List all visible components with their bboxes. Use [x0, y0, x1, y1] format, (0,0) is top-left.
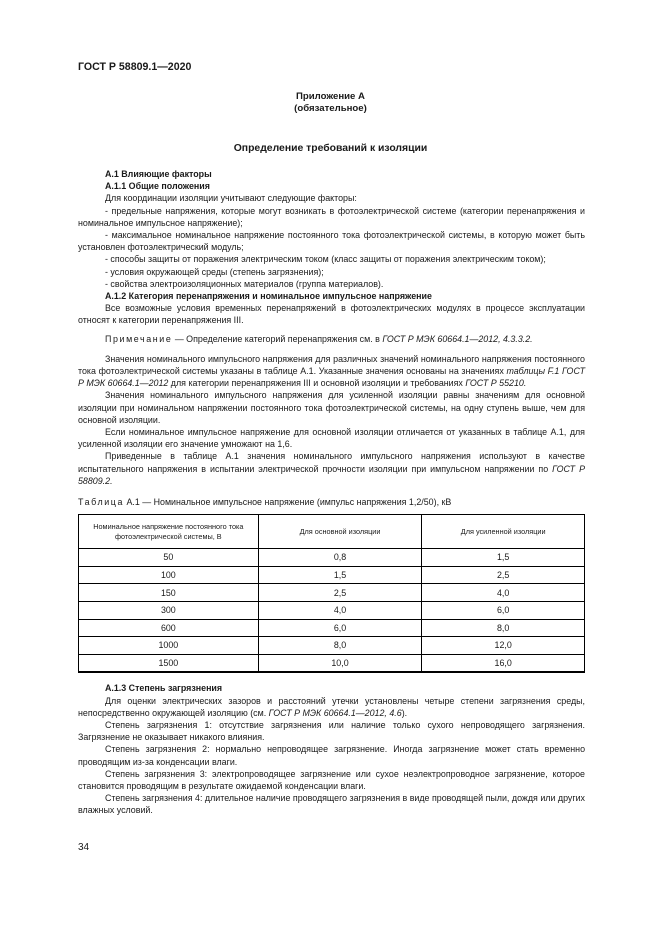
note [78, 333, 585, 345]
table-row [79, 584, 585, 602]
paragraph-text: Приведенные в таблице А.1 значения номинального импульсного напряжения используют в качестве испытательного напряжения в испытании электрической прочности изоляции при импульсном напряжении по [78, 451, 585, 474]
table-cell: 16,0 [422, 654, 585, 672]
paragraph: Все возможные условия временных перенапряжений в фотоэлектрических модулях в процессе эксплуатации относят к категории перенапряжения III. [78, 303, 585, 326]
table-cell: 100 [79, 566, 259, 584]
table-row [79, 549, 585, 567]
table-cell: 4,0 [258, 602, 422, 620]
reference: ГОСТ Р 55210. [465, 378, 527, 389]
table-cell: 12,0 [422, 637, 585, 655]
heading-a1-3: А.1.3 Степень загрязнения [105, 683, 223, 694]
column-header: Номинальное напряжение постоянного тока фотоэлектрической системы, В [79, 515, 259, 549]
impulse-voltage-table [78, 514, 585, 673]
reference: таблицы F.1 ГОСТ Р МЭК 60664.1—2012 [78, 366, 585, 389]
table-cell: 1,5 [422, 549, 585, 567]
paragraph-text: Для оценки электрических зазоров и расстояний утечки установлены четыре степени загрязнения среды, непосредственно окружающей изоляцию (см. [78, 695, 585, 718]
column-header: Для основной изоляции [258, 515, 422, 549]
table-cell: 0,8 [258, 549, 422, 567]
paragraph: Если номинальное импульсное напряжение для основной изоляции отличается от указанных в таблице А.1, для усиленной изоляции его значение умножают на 1,6. [78, 427, 585, 450]
table-cell: 2,5 [422, 566, 585, 584]
factor-item: - условия окружающей среды (степень загрязнения); [105, 266, 324, 277]
paragraph [78, 695, 585, 719]
table-cell: 1,5 [258, 566, 422, 584]
table-cell: 6,0 [258, 619, 422, 637]
heading-a1: А.1 Влияющие факторы [105, 169, 212, 179]
factor-item: - способы защиты от поражения электрическим током (класс защиты от поражения электрическим током); [105, 254, 546, 265]
note-reference: ГОСТ Р МЭК 60664.1—2012, 4.3.3.2. [382, 333, 533, 344]
annex-subtitle: (обязательное) [294, 103, 367, 114]
table-cell: 4,0 [422, 584, 585, 602]
table-cell: 8,0 [258, 637, 422, 655]
table-cell: 8,0 [422, 619, 585, 637]
table-cell: 1500 [79, 654, 259, 672]
note-text: — Определение категорий перенапряжения см. в [172, 333, 383, 344]
paragraph [78, 353, 585, 390]
pollution-degree-1: Степень загрязнения 1: отсутствие загрязнения или наличие только сухого непроводящего загрязнения. Загрязнение не оказывает никакого влияния. [78, 720, 585, 743]
note-label: Примечание [105, 333, 173, 344]
pollution-degree-2: Степень загрязнения 2: нормально непроводящее загрязнение. Иногда загрязнение может стать временно проводящим из-за конденсации влаги. [78, 744, 585, 767]
reference: ГОСТ Р МЭК 60664.1—2012, 4.6 [268, 707, 402, 718]
table-header-row [79, 515, 585, 549]
table-caption-text: А.1 — Номинальное импульсное напряжение (импульс напряжения 1,2/50), кВ [124, 497, 452, 508]
paragraph: Значения номинального импульсного напряжения для усиленной изоляции равны значениям для основной изоляции при номинальном напряжении постоянного тока фотоэлектрической системы, на одну ступень выше, чем для основной изоляции. [78, 390, 585, 425]
page-number: 34 [78, 842, 90, 853]
paragraph-text: Значения номинального импульсного напряжения для различных значений номинального напряжения постоянного тока фотоэлектрической системы указаны в таблице А.1. Указанные значения основаны на значениях [78, 353, 585, 377]
pollution-degree-4: Степень загрязнения 4: длительное наличие проводящего загрязнения в виде проводящей пыли, дождя или других влажных условий. [78, 793, 585, 816]
table-row [79, 637, 585, 655]
table-cell: 2,5 [258, 584, 422, 602]
reference: ГОСТ Р 58809.2. [78, 463, 585, 486]
table-cell: 1000 [79, 637, 259, 655]
table-cell: 600 [79, 619, 259, 637]
table-caption [78, 496, 585, 508]
annex-title: Приложение А [296, 91, 365, 102]
factors-intro: Для координации изоляции учитывают следующие факторы: [105, 193, 357, 204]
table-cell: 150 [79, 584, 259, 602]
factor-item: - свойства электроизоляционных материалов (группа материалов). [105, 278, 384, 289]
paragraph [78, 450, 585, 487]
table-cell: 10,0 [258, 654, 422, 672]
paragraph-text: ). [401, 707, 408, 718]
table-cell: 50 [79, 549, 259, 567]
document-body [78, 168, 585, 817]
paragraph-text: для категории перенапряжения III и основной изоляции и требованиях [168, 378, 466, 389]
factor-item: - максимальное номинальное напряжение постоянного тока фотоэлектрической системы, в которую может быть установлен фотоэлектрический модуль; [78, 230, 585, 253]
table-row [79, 619, 585, 637]
factor-item: - предельные напряжения, которые могут возникать в фотоэлектрической системе (категории перенапряжения и номинальное импульсное напряжение); [78, 205, 585, 228]
table-row [79, 654, 585, 672]
document-code: ГОСТ Р 58809.1—2020 [78, 61, 192, 73]
table-cell: 6,0 [422, 602, 585, 620]
heading-a1-1: А.1.1 Общие положения [105, 181, 210, 192]
heading-a1-2: А.1.2 Категория перенапряжения и номинальное импульсное напряжение [105, 291, 432, 302]
table-row [79, 602, 585, 620]
table-cell: 300 [79, 602, 259, 620]
section-title: Определение требований к изоляции [233, 143, 428, 154]
table-row [79, 566, 585, 584]
table-caption-label: Таблица [78, 497, 124, 508]
column-header: Для усиленной изоляции [422, 515, 585, 549]
pollution-degree-3: Степень загрязнения 3: электропроводящее загрязнение или сухое неэлектропроводное загрязнение, которое становится проводящим в результате ожидаемой конденсации влаги. [78, 768, 585, 792]
